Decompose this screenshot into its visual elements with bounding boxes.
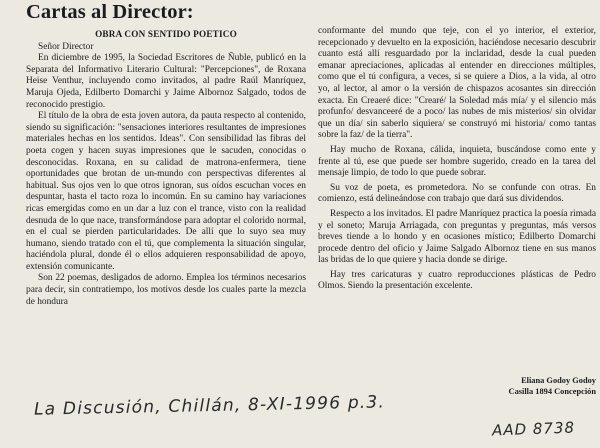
signature-block (509, 376, 596, 397)
salutation: Señor Director (38, 41, 94, 52)
handwritten-archive-code: AAD 8738 (491, 418, 576, 440)
page-title: Cartas al Director: (26, 1, 194, 23)
letter-headline: OBRA CON SENTIDO POETICO (95, 29, 237, 39)
letter-column-right (318, 26, 596, 293)
letter-column-left (26, 26, 306, 308)
signature-name: Eliana Godoy Godoy (521, 376, 596, 385)
body-paragraph: Son 22 poemas, desligados de adorno. Emplea los términos necesarios para decir, sin contratiempo, los motivos desde los cuales parte la mezcla de hondura (26, 273, 306, 307)
handwritten-source-note: La Discusión, Chillán, 8-XI-1996 p.3. (33, 392, 386, 420)
body-paragraph: conformante del mundo que teje, con el yo interior, el exterior, recepcionado y devuelto en la exposición, haciéndose necesario descubrir cuanto está allí resguardado por la inclaridad, desde la cual pueden emanar apreciaciones, aplicadas al entender en direcciones múltiples, como que el tú configura, a veces, si se quiere a Dios, a la vida, al otro yo, al lector, al amor o la versión de chispazos acosantes sin dirección exacta. En Creaeré dice: "Crearé/ la Soledad más mía/ y el silencio más profunfo/ desvanceeré de a poco/ las nubes de mis misterios/ sin olvidar que un día/ sin saberlo siquiera/ se construyó mi historia/ como tantas sobre la faz/ de la tierra". (318, 26, 596, 141)
body-paragraph: Respecto a los invitados. El padre Manríquez practica la poesía rimada y el soneto; Maruja Arriagada, con preguntas y preguntas, más versos breves tiende a lo hondo y en ocasiones místico; Edilberto Domarchi procede dentro del oficio y Jaime Salgado Albornoz tiene en sus manos las bridas de lo que quiere y hacia donde se dirige. (318, 208, 596, 266)
body-paragraph: Hay mucho de Roxana, cálida, inquieta, buscándose como ente y frente al tú, ese que puede ser hombre sugerido, creado en la tarea del mensaje limpio, de todo lo que puede sobrar. (318, 144, 596, 179)
body-paragraph: El título de la obra de esta joven autora, da pauta respecto al contenido, siendo su significación: "sensaciones interiores resultantes de impresiones materiales hechas en los sentidos. Ideas". Con sensibilidad las fibras del poeta cogen y hacen suyas impresiones que le sacuden, conocidas o desconocidas. Roxana, en su calidad de matrona-enfermera, tiene oportunidades que brotan de un-mundo con perspectivas diferentes al habitual. Sus ojos ven lo que otros ignoran, sus oídos escuchan voces en despuntar, hasta el tacto roza lo incomún. En su camino hay variaciones ricas emergidas como en un dar a luz con el trance, visto con la realidad desnuda de lo que nace, transformándose para adoptar el colorido normal, en el cual se pierden particularidades. De allí que lo suyo sea muy humano, siendo tratado con el tú, que complementa la situación singular, haciéndola plural, donde él o ellos adquieren responsabilidad de apoyo, extensión comunicante. (26, 111, 306, 272)
signature-address: Casilla 1894 Concepción (508, 386, 596, 396)
body-paragraph: En diciembre de 1995, la Sociedad Escritores de Ñuble, publicó en la Separata del Informativo Literario Cultural: "Percepciones", de Roxana Heise Venthur, incluyendo como invitados, al padre Raúl Manríquez, Maruja Ojeda, Edilberto Domarchi y Jaime Albornoz Salgado, todos de reconocido prestigio. (26, 53, 306, 110)
body-paragraph: Hay tres caricaturas y cuatro reproducciones plásticas de Pedro Olmos. Siendo la presentación excelente. (318, 269, 596, 292)
body-paragraph: Su voz de poeta, es prometedora. No se confunde con otras. En comienzo, está delineándose con trabajo que dará sus dividendos. (318, 182, 596, 205)
